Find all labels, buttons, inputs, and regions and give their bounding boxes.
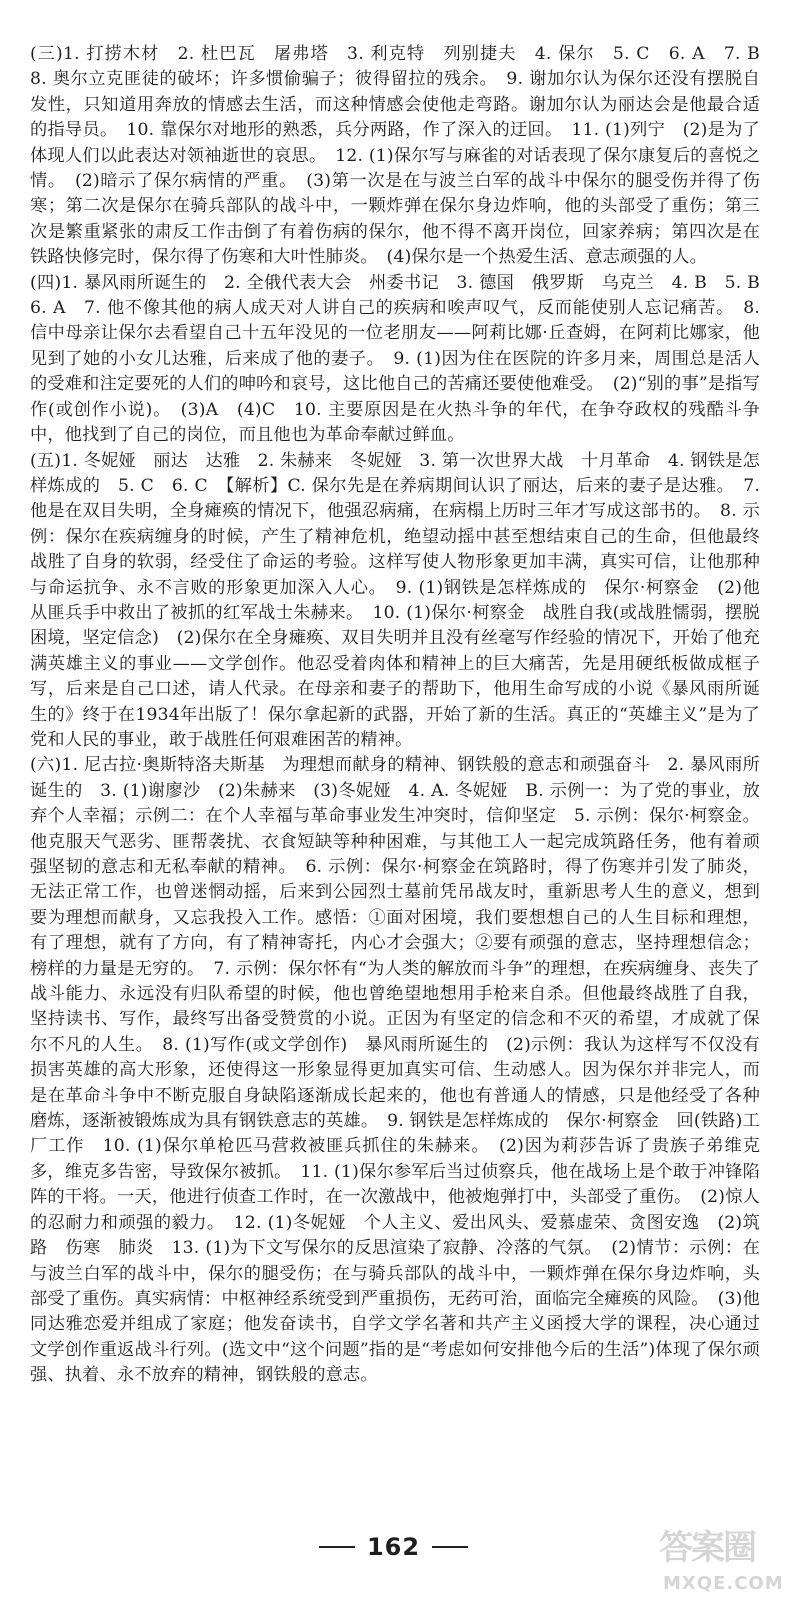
section-5-answers: (五)1. 冬妮娅 丽达 达雅 2. 朱赫来 冬妮娅 3. 第一次世界大战 十月革命 4. 钢铁是怎样炼成的 5. C 6. C 【解析】C. 保尔先是在养病期间认识了丽达，后来的妻子是达雅。 7. 他是在双目失明，全身瘫痪的情况下，他强忍病痛，在病榻上历时三年才写成这部书的。 8. 示例：保尔在疾病缠身的时候，产生了精神危机，绝望动摇中甚至想结束自己的生命，但他最终战胜了自身的软弱，经受住了命运的考验。这样写使人物形象更加丰满，真实可信，让他那种与命运抗争、永不言败的形象更加深入人心。 9. (1)钢铁是怎样炼成的 保尔·柯察金 (2)他从匪兵手中救出了被抓的红军战士朱赫来。 10. (1)保尔·柯察金 战胜自我(或战胜懦弱，摆脱困境，坚定信念) (2)保尔在全身瘫痪、双目失明并且没有丝毫写作经验的情况下，开始了他充满英雄主义的事业——文学创作。他忍受着肉体和精神上的巨大痛苦，先是用硬纸板做成框子写，后来是自己口述，请人代录。在母亲和妻子的帮助下，他用生命写成的小说《暴风雨所诞生的》终于在1934年出版了！保尔拿起新的武器，开始了新的生活。真正的“英雄主义”是为了党和人民的事业，敢于战胜任何艰难困苦的精神。 <box>30 450 760 750</box>
watermark-top-text: 答案圈 <box>659 1528 755 1568</box>
footer-dash-left <box>319 1546 355 1548</box>
section-6-answers: (六)1. 尼古拉·奥斯特洛夫斯基 为理想而献身的精神、钢铁般的意志和顽强奋斗 2. 暴风雨所诞生的 3. (1)谢廖沙 (2)朱赫来 (3)冬妮娅 4. A. 冬妮娅 B. 示例一：为了党的事业，放弃个人幸福；示例二：在个人幸福与革命事业发生冲突时，信仰坚定 5. 示例：保尔·柯察金。他克服天气恶劣、匪帮袭扰、衣食短缺等种种困难，与其他工人一起完成筑路任务，他有着顽强坚韧的意志和无私奉献的精神。 6. 示例：保尔·柯察金在筑路时，得了伤寒并引发了肺炎，无法正常工作，也曾迷惘动摇，后来到公园烈士墓前凭吊战友时，重新思考人生的意义，想到要为理想而献身，又忘我投入工作。感悟：①面对困境，我们要想想自己的人生目标和理想，有了理想，就有了方向，有了精神寄托，内心才会强大；②要有顽强的意志，坚持理想信念；榜样的力量是无穷的。 7. 示例：保尔怀有“为人类的解放而斗争”的理想，在疾病缠身、丧失了战斗能力、永远没有归队希望的时候，他也曾绝望地想用手枪来自杀。但他最终战胜了自我，坚持读书、写作，最终写出备受赞赏的小说。正因为有坚定的信念和不灭的希望，才成就了保尔不凡的人生。 8. (1)写作(或文学创作) 暴风雨所诞生的 (2)示例：我认为这样写不仅没有损害英雄的高大形象，还使得这一形象显得更加真实可信、生动感人。因为保尔并非完人，而是在革命斗争中不断克服自身缺陷逐渐成长起来的，他也有普通人的情感，只是他经受了各种磨炼，逐渐被锻炼成为具有钢铁意志的英雄。 9. 钢铁是怎样炼成的 保尔·柯察金 回(铁路)工厂工作 10. (1)保尔单枪匹马营救被匪兵抓住的朱赫来。 (2)因为莉莎告诉了贵族子弟维克多，维克多告密，导致保尔被抓。 11. (1)保尔参军后当过侦察兵，他在战场上是个敢于冲锋陷阵的干将。一天，他进行侦查工作时，在一次激战中，他被炮弹打中，头部受了重伤。 (2)惊人的忍耐力和顽强的毅力。 12. (1)冬妮娅 个人主义、爱出风头、爱慕虚荣、贪图安逸 (2)筑路 伤寒 肺炎 13. (1)为下文写保尔的反思渲染了寂静、冷落的气氛。 (2)情节：示例：在与波兰白军的战斗中，保尔的腿受伤；在与骑兵部队的战斗中，一颗炸弹在保尔身边炸响，头部受了重伤。真实病情：中枢神经系统受到严重损伤，无药可治，面临完全瘫痪的风险。 (3)他同达雅恋爱并组成了家庭；他发奋读书，自学文学名著和共产主义函授大学的课程，决心通过文学创作重返战斗行列。(选文中“这个问题”指的是“考虑如何安排他今后的生活”)体现了保尔顽强、执着、永不放弃的精神，钢铁般的意志。 <box>30 755 760 1386</box>
section-3-answers: (三)1. 打捞木材 2. 杜巴瓦 屠弗塔 3. 利克特 列别捷夫 4. 保尔 5. C 6. A 7. B 8. 奥尔立克匪徒的破坏；许多惯偷骗子；彼得留拉的残余。 9. 谢加尔认为保尔还没有摆脱自发性，只知道用奔放的情感去生活，而这种情感会使他走弯路。谢加尔认为丽达会是他最合适的指导员。 10. 靠保尔对地形的熟悉，兵分两路，作了深入的迂回。 11. (1)列宁 (2)是为了体现人们以此表达对领袖逝世的哀思。 12. (1)保尔写与麻雀的对话表现了保尔康复后的喜悦之情。 (2)暗示了保尔病情的严重。 (3)第一次是在与波兰白军的战斗中保尔的腿受伤并得了伤寒；第二次是保尔在骑兵部队的战斗中，一颗炸弹在保尔身边炸响，他的头部受了重伤；第三次是繁重紧张的肃反工作击倒了有着伤病的保尔，他不得不离开岗位，回家养病；第四次是在铁路快修完时，保尔得了伤寒和大叶性肺炎。 (4)保尔是一个热爱生活、意志顽强的人。 <box>30 44 778 268</box>
footer-dash-right <box>432 1546 468 1548</box>
watermark-bottom-text: MXQE.COM <box>663 1573 784 1594</box>
page-number: 162 <box>366 1533 421 1561</box>
answer-text-block <box>30 42 778 1389</box>
section-4-answers: (四)1. 暴风雨所诞生的 2. 全俄代表大会 州委书记 3. 德国 俄罗斯 乌克兰 4. B 5. B 6. A 7. 他不像其他的病人成天对人讲自己的疾病和唉声叹气，反而能使别人忘记痛苦。 8. 信中母亲让保尔去看望自己十五年没见的一位老朋友——阿莉比娜·丘查姆，在阿莉比娜家，他见到了她的小女儿达雅，后来成了他的妻子。 9. (1)因为住在医院的许多月来，周围总是活人的受难和注定要死的人们的呻吟和哀号，这比他自己的苦痛还要使他难受。 (2)“别的事”是指写作(或创作小说)。 (3)A (4)C 10. 主要原因是在火热斗争的年代，在争夺政权的残酷斗争中，他找到了自己的岗位，而且他也为革命奉献过鲜血。 <box>30 272 778 446</box>
watermark-logo <box>653 1520 784 1594</box>
